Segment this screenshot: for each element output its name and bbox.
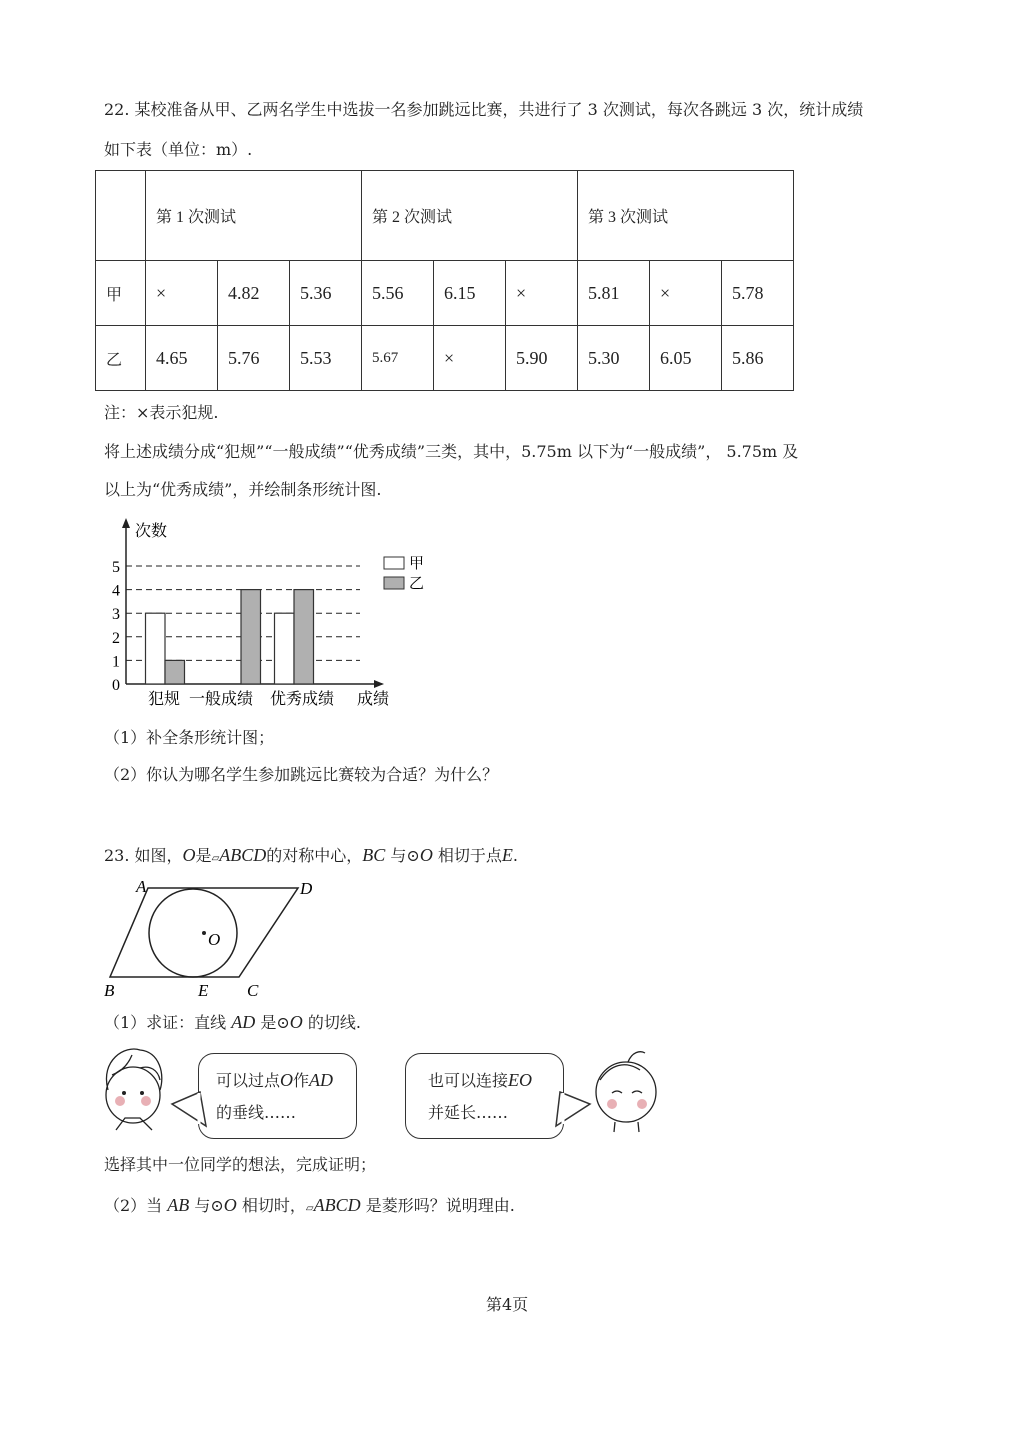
q23-text: 23. 如图， — [104, 846, 183, 865]
table-cell: 5.30 — [578, 326, 650, 391]
y-tick-label: 5 — [112, 559, 120, 576]
y-tick-label: 2 — [112, 629, 120, 647]
label-a: A — [136, 877, 147, 896]
math-abcd: ABCD — [219, 845, 267, 865]
q23-sub2 — [104, 1195, 515, 1219]
table-note: 注：×表示犯规. — [104, 403, 219, 422]
q23-text: 与⊙ — [194, 1196, 224, 1215]
table-cell: 5.36 — [290, 261, 362, 326]
table-cell: × — [506, 261, 578, 326]
math-o: O — [419, 845, 433, 865]
q23-text: 是⊙ — [260, 1013, 290, 1032]
q23-text: 与⊙ — [390, 846, 420, 865]
table-cell: × — [146, 261, 218, 326]
q23-text: （1）求证：直线 — [104, 1013, 227, 1032]
table-header-test1: 第 1 次测试 — [146, 171, 362, 261]
x-axis-label: 成绩 — [357, 689, 390, 708]
table-cell: 5.78 — [722, 261, 794, 326]
q23-text: 是菱形吗？说明理由. — [365, 1196, 515, 1215]
q23-text: 的对称中心， — [266, 846, 363, 865]
table-cell: 5.56 — [362, 261, 434, 326]
table-cell: 5.81 — [578, 261, 650, 326]
label-b: B — [104, 981, 115, 1000]
q23-choose: 选择其中一位同学的想法，完成证明； — [104, 1155, 377, 1174]
math-abcd: ABCD — [313, 1195, 361, 1215]
table-cell: 5.53 — [290, 326, 362, 391]
y-tick-label: 4 — [112, 582, 120, 600]
page-number: 第4页 — [486, 1295, 529, 1314]
parallelogram-icon: ▱ — [305, 1203, 314, 1214]
y-axis-label: 次数 — [135, 521, 168, 540]
table-cell: 5.67 — [362, 326, 434, 391]
math-o: O — [223, 1195, 237, 1215]
q22-sub1: （1）补全条形统计图； — [104, 728, 275, 747]
math-ab: AB — [167, 1195, 190, 1215]
table-header-test3: 第 3 次测试 — [578, 171, 794, 261]
label-e: E — [198, 981, 209, 1000]
table-cell: 5.76 — [218, 326, 290, 391]
y-tick-label: 3 — [112, 606, 120, 624]
q23-text: 是 — [195, 846, 212, 865]
x-tick-label: 一般成绩 — [189, 689, 254, 708]
bubble-right-line2: 并延长…… — [428, 1103, 509, 1122]
bubble-left-line2: 的垂线…… — [216, 1103, 297, 1122]
label-o: O — [208, 930, 221, 949]
table-cell: 5.90 — [506, 326, 578, 391]
math-bc: BC — [362, 845, 386, 865]
math-eo: EO — [508, 1070, 533, 1090]
math-o: O — [280, 1070, 294, 1090]
table-cell: 6.15 — [434, 261, 506, 326]
q23-text: 的切线. — [307, 1013, 361, 1032]
row-name: 乙 — [96, 326, 146, 391]
math-ad: AD — [231, 1012, 256, 1032]
label-c: C — [247, 981, 259, 1000]
q23-text: 相切时， — [241, 1196, 306, 1215]
table-cell: 6.05 — [650, 326, 722, 391]
legend-label-yi: 乙 — [409, 574, 425, 592]
q22-stem-line2: 如下表（单位：m）. — [104, 140, 253, 159]
legend-label-jia: 甲 — [409, 554, 425, 572]
math-o: O — [182, 845, 196, 865]
q22-para-line2: 以上为“优秀成绩”，并绘制条形统计图. — [104, 480, 382, 499]
label-d: D — [300, 879, 313, 898]
x-tick-label: 犯规 — [148, 689, 181, 708]
math-e: E — [501, 845, 513, 865]
q22-para-line1: 将上述成绩分成“犯规”“一般成绩”“优秀成绩”三类，其中，5.75m 以下为“一般成绩”， 5.75m 及 — [104, 442, 799, 461]
math-o: O — [289, 1012, 303, 1032]
table-cell: × — [650, 261, 722, 326]
table-cell: × — [434, 326, 506, 391]
y-tick-label: 0 — [112, 677, 120, 694]
table-cell: 5.86 — [722, 326, 794, 391]
row-name: 甲 — [96, 261, 146, 326]
bubble-text: 作 — [293, 1071, 310, 1090]
x-tick-label: 优秀成绩 — [270, 689, 335, 708]
table-header-test2: 第 2 次测试 — [362, 171, 578, 261]
table-cell: 4.65 — [146, 326, 218, 391]
q23-text: （2）当 — [104, 1196, 163, 1215]
y-tick-label: 1 — [112, 653, 120, 671]
table-cell: 4.82 — [218, 261, 290, 326]
q23-text: 相切于点 — [437, 846, 502, 865]
q23-text: . — [512, 846, 519, 865]
bubble-text: 可以过点 — [216, 1071, 281, 1090]
bubble-right-line1 — [428, 1068, 532, 1091]
math-ad: AD — [309, 1070, 334, 1090]
q22-stem-line1: 22. 某校准备从甲、乙两名学生中选拔一名参加跳远比赛，共进行了 3 次测试，每次各跳远 3 次，统计成绩 — [104, 100, 864, 119]
q22-sub2: （2）你认为哪名学生参加跳远比赛较为合适？为什么？ — [104, 765, 499, 784]
bubble-text: 也可以连接 — [428, 1071, 509, 1090]
parallelogram-icon: ▱ — [211, 853, 220, 864]
